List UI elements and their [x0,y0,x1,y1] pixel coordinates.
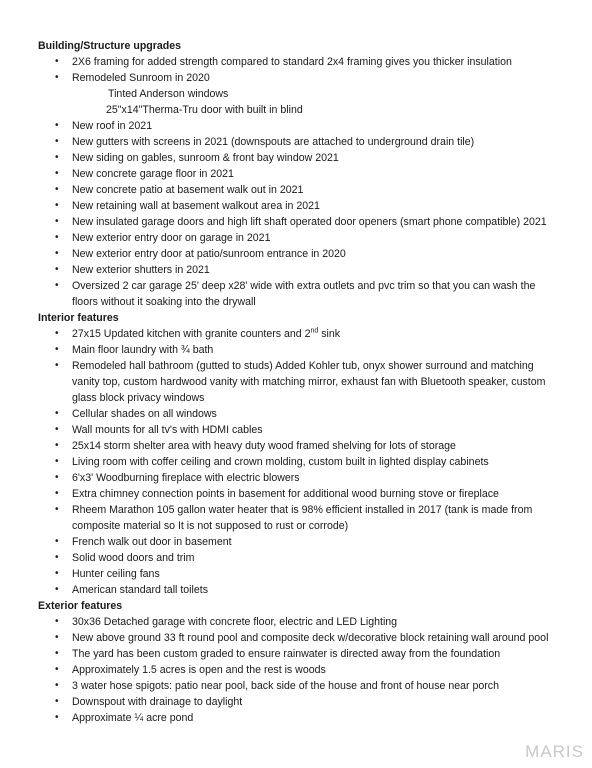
item-text: Rheem Marathon 105 gallon water heater that is 98% efficient installed in 2017 (tank is made from [72,504,533,516]
list-item [38,422,568,438]
list-item [38,502,568,518]
item-text: Solid wood doors and trim [72,552,195,564]
bullet: • [55,472,59,483]
list-item [38,678,568,694]
list-item [38,198,568,214]
item-text: 3 water hose spigots: patio near pool, back side of the house and front of house near porch [72,680,499,692]
list-item [38,470,568,486]
bullet: • [55,632,59,643]
item-text: Main floor laundry with ¾ bath [72,344,214,356]
list-item [38,118,568,134]
item-text: Living room with coffer ceiling and crown molding, custom built in lighted display cabinets [72,456,489,468]
item-text: sink [318,328,341,340]
item-text: Oversized 2 car garage 25' deep x28' wide with extra outlets and pvc trim so that you can wash the [72,280,536,292]
list-item [38,582,568,598]
list-item [38,454,568,470]
item-continuation: floors without it soaking into the drywall [72,296,256,308]
document [38,38,568,726]
list-item [38,646,568,662]
item-text: Hunter ceiling fans [72,568,160,580]
superscript: nd [310,327,319,335]
list-item [38,486,568,502]
list-item [38,134,568,150]
list-item [38,150,568,166]
item-text: Extra chimney connection points in basement for additional wood burning stove or fireplace [72,488,499,500]
bullet: • [55,264,59,275]
item-text: New exterior entry door at patio/sunroom entrance in 2020 [72,248,346,260]
list-item [38,54,568,70]
item-text: Remodeled hall bathroom (gutted to studs) Added Kohler tub, onyx shower surround and matching [72,360,534,372]
bullet: • [55,408,59,419]
item-text: 2X6 framing for added strength compared to standard 2x4 framing gives you thicker insulation [72,56,512,68]
bullet: • [55,680,59,691]
item-text: New retaining wall at basement walkout area in 2021 [72,200,320,212]
bullet: • [55,568,59,579]
bullet: • [55,168,59,179]
item-text: New concrete garage floor in 2021 [72,168,234,180]
list-item [38,214,568,230]
item-text: New exterior shutters in 2021 [72,264,210,276]
list-item [38,710,568,726]
bullet: • [55,200,59,211]
sub-item: 25"x14"Therma-Tru door with built in blind [106,104,303,116]
bullet: • [55,504,59,515]
bullet: • [55,328,59,339]
item-text: Remodeled Sunroom in 2020 [72,72,210,84]
item-text: The yard has been custom graded to ensure rainwater is directed away from the foundation [72,648,501,660]
interior-list [38,326,568,374]
item-text: 30x36 Detached garage with concrete floor, electric and LED Lighting [72,616,398,628]
item-continuation: composite material so It is not supposed to rust or corrode) [72,520,349,532]
item-text: New insulated garage doors and high lift shaft operated door openers (smart phone compatible) 2021 [72,216,547,228]
item-text: 25x14 storm shelter area with heavy duty wood framed shelving for lots of storage [72,440,456,452]
bullet: • [55,184,59,195]
item-text: New gutters with screens in 2021 (downspouts are attached to underground drain tile) [72,136,475,148]
item-text: French walk out door in basement [72,536,232,548]
exterior-list [38,614,568,726]
list-item [38,406,568,422]
bullet: • [55,616,59,627]
list-item [38,566,568,582]
bullet: • [55,152,59,163]
item-text: New exterior entry door on garage in 2021 [72,232,271,244]
bullet: • [55,216,59,227]
bullet: • [55,712,59,723]
interior-list-continued [38,406,568,518]
item-text: New roof in 2021 [72,120,153,132]
watermark-logo: MARIS [525,742,584,761]
bullet: • [55,440,59,451]
bullet: • [55,536,59,547]
list-item [38,278,568,294]
bullet: • [55,248,59,259]
bullet: • [55,696,59,707]
list-item [38,230,568,246]
list-item [38,534,568,550]
list-item [38,358,568,374]
list-item [38,326,568,342]
list-item [38,662,568,678]
item-text: Downspout with drainage to daylight [72,696,243,708]
bullet: • [55,456,59,467]
interior-heading: Interior features [38,312,119,324]
bullet: • [55,120,59,131]
list-item [38,342,568,358]
item-text: New siding on gables, sunroom & front bay window 2021 [72,152,339,164]
item-text: Approximate ¼ acre pond [72,712,194,724]
bullet: • [55,136,59,147]
bullet: • [55,648,59,659]
item-text: Approximately 1.5 acres is open and the rest is woods [72,664,326,676]
bullet: • [55,280,59,291]
bullet: • [55,552,59,563]
list-item [38,694,568,710]
list-item [38,550,568,566]
item-text: Cellular shades on all windows [72,408,217,420]
list-item [38,438,568,454]
list-item [38,262,568,278]
list-item [38,614,568,630]
bullet: • [55,664,59,675]
bullet: • [55,56,59,67]
exterior-heading: Exterior features [38,600,123,612]
list-item [38,166,568,182]
list-item [38,70,568,86]
bullet: • [55,424,59,435]
building-list-continued [38,118,568,294]
bullet: • [55,72,59,83]
bullet: • [55,360,59,371]
bullet: • [55,488,59,499]
item-continuation: glass block privacy windows [72,392,205,404]
bullet: • [55,584,59,595]
item-text: 27x15 Updated kitchen with granite counters and 2 [72,328,311,340]
item-text: New above ground 33 ft round pool and composite deck w/decorative block retaining wall around pool [72,632,549,644]
bullet: • [55,232,59,243]
item-text: 6'x3' Woodburning fireplace with electric blowers [72,472,300,484]
bullet: • [55,344,59,355]
building-list [38,54,568,86]
list-item [38,182,568,198]
sub-item: Tinted Anderson windows [108,88,229,100]
item-continuation: vanity top, custom hardwood vanity with matching mirror, exhaust fan with Bluetooth speaker, custom [72,376,546,388]
building-heading: Building/Structure upgrades [38,40,182,52]
item-text: New concrete patio at basement walk out in 2021 [72,184,304,196]
list-item [38,246,568,262]
list-item [38,630,568,646]
item-text: Wall mounts for all tv's with HDMI cables [72,424,263,436]
interior-list-end [38,534,568,598]
item-text: American standard tall toilets [72,584,209,596]
